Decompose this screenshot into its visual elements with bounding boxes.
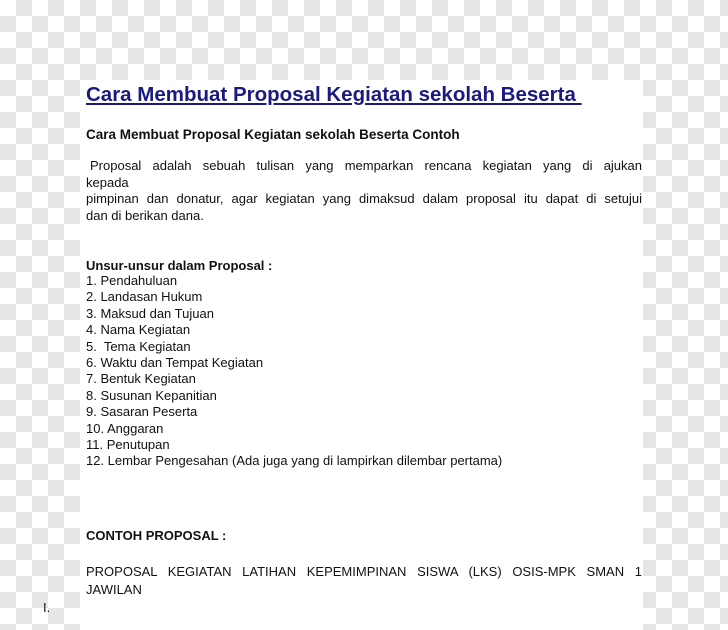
list-item: 11. Penutupan [86,437,170,453]
list-item: 5. Tema Kegiatan [86,338,191,354]
unsur-heading: Unsur-unsur dalam Proposal : [86,258,273,273]
section-marker: I. [43,600,51,615]
list-item: 10. Anggaran [86,420,164,436]
article-heading: Cara Membuat Proposal Kegiatan sekolah Beserta Contoh [86,127,460,142]
intro-paragraph [86,158,642,224]
list-item: 7. Bentuk Kegiatan [86,371,196,387]
intro-line-1: Proposal adalah sebuah tulisan yang memparkan rencana kegiatan yang di ajukan [90,158,642,173]
document-title: Cara Membuat Proposal Kegiatan sekolah Beserta [86,83,582,106]
contoh-heading: CONTOH PROPOSAL : [86,528,227,543]
intro-line-4: dan di berikan dana. [86,207,204,223]
list-item: 4. Nama Kegiatan [86,322,191,338]
list-item: 8. Susunan Kepanitian [86,387,217,403]
list-item: 9. Sasaran Peserta [86,404,198,420]
proposal-title-line-1: PROPOSAL KEGIATAN LATIHAN KEPEMIMPINAN SISWA (LKS) OSIS-MPK SMAN 1 [86,564,642,579]
intro-line-2: kepada [86,174,129,190]
list-item: 1. Pendahuluan [86,273,178,288]
intro-line-3: pimpinan dan donatur, agar kegiatan yang dimaksud dalam proposal itu dapat di setujui [86,191,642,206]
list-item: 6. Waktu dan Tempat Kegiatan [86,355,264,371]
unsur-list [86,273,502,470]
list-item: 3. Maksud dan Tujuan [86,305,214,321]
list-item: 2. Landasan Hukum [86,289,203,305]
list-item: 12. Lembar Pengesahan (Ada juga yang di lampirkan dilembar pertama) [86,453,503,469]
proposal-title [86,563,642,599]
proposal-title-line-2: JAWILAN [86,582,142,597]
